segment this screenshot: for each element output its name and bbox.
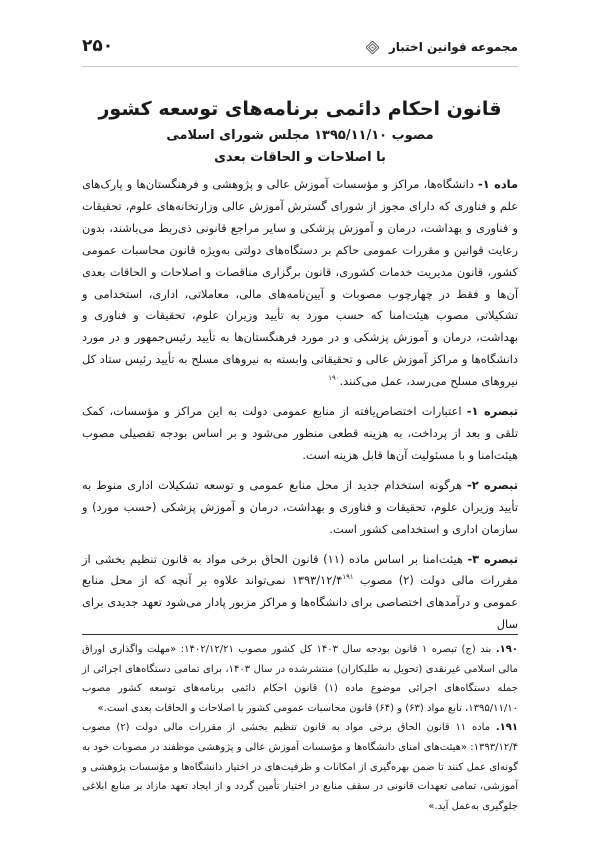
footnote-190 — [82, 640, 518, 718]
footnote-191 — [82, 718, 518, 816]
footnote-number: ۱۹۰. — [495, 644, 518, 655]
header-divider — [82, 66, 518, 67]
book-title: مجموعه قوانین اختبار — [388, 40, 518, 54]
note-1-label: تبصره ۱- — [466, 404, 518, 419]
note-3-text-after: نمی‌تواند علاوه بر آنچه که از محل منابع عمومی و درآمدهای اختصاصی برای دانشگاه‌ها و مراکز مزبور پادار می‌شود تعهد جدیدی برای سال — [82, 573, 518, 632]
footnote-divider — [82, 634, 518, 635]
note-1-text: اعتبارات اختصاص‌یافته از منابع عمومی دولت به این مراکز و مؤسسات، کمک تلقی و بعد از پرداخت، به هزینه قطعی منظور می‌شود و بر اساس بودجه تفصیلی مصوب هیئت‌امنا و با مسئولیت آن‌ها قابل هزینه است. — [82, 404, 518, 462]
footnote-ref-190[interactable]: ۱۹۰ — [328, 374, 340, 383]
footnote-number: ۱۹۱. — [495, 722, 518, 734]
note-1 — [82, 401, 518, 467]
note-3-label: تبصره ۳- — [467, 551, 518, 566]
law-title: قانون احکام دائمی برنامه‌های توسعه کشور — [98, 98, 502, 120]
note-3 — [82, 549, 518, 637]
footnote-text: بند (ج) تبصره ۱ قانون بودجه سال ۱۴۰۳ کل کشور مصوب ۱۴۰۲/۱۲/۲۱: «مهلت واگذاری اوراق مالی اسلامی غیرنقدی (تحویل به طلبکاران) منتشرشده در سال ۱۴۰۳، برای تمامی دستگاه‌های اجرائی از جمله دستگاه‌های اجرائی موضوع ماده (۱) قانون احکام دائمی برنامه‌های توسعه کشور مصوب ۱۳۹۵/۱۱/۱۰، تابع مواد (۶۳) و (۶۴) قانون محاسبات عمومی کشور با اصلاحات و الحاقات بعدی است.» — [82, 644, 519, 714]
note-2-label: تبصره ۲- — [467, 477, 518, 492]
note-2 — [82, 475, 518, 541]
article-1-text: دانشگاه‌ها، مراکز و مؤسسات آموزش عالی و پژوهشی و فرهنگستان‌ها و پارک‌های علم و فناوری که دارای مجوز از شورای گسترش آموزش عالی وزارتخانه‌های علوم، تحقیقات و فناوری و بهداشت، درمان و آموزش پزشکی و سایر مراجع قانونی ذی‌ربط می‌باشند، بدون رعایت قوانین و مقررات عمومی حاکم بر دستگاه‌های دولتی به‌ویژه قانون محاسبات عمومی کشور، قانون مدیریت خدمات کشوری، قانون برگزاری مناقصات و اصلاحات و الحاقات بعدی آن‌ها و فقط در چهارچوب مصوبات و آیین‌نامه‌های مالی، معاملاتی، اداری، استخدامی و تشکیلاتی مصوب هیئت‌امنا که حسب مورد به تأیید وزیران علوم، تحقیقات و فناوری و بهداشت، درمان و آموزش پزشکی و در مورد فرهنگستان‌ها به تأیید رئیس‌جمهور و در مورد دانشگاه‌ها و مراکز آموزش عالی و تحقیقاتی وابسته به نیروهای مسلح به تأیید رئیس ستاد کل نیروهای مسلح می‌رسد، عمل می‌کنند. — [82, 177, 518, 389]
page-header — [82, 36, 518, 60]
running-head — [366, 40, 518, 54]
amendments-subtitle: با اصلاحات و الحاقات بعدی — [214, 150, 386, 165]
page-number: ۲۵۰ — [82, 36, 114, 56]
note-3-text-before: هیئت‌امنا بر اساس ماده (۱۱) قانون الحاق برخی مواد به قانون تنظیم بخشی از مقررات مالی دولت (۲) مصوب ۱۳۹۳/۱۲/۴ — [82, 551, 518, 588]
diamond-ornament-icon — [366, 41, 379, 54]
footnote-text: ماده ۱۱ قانون الحاق برخی مواد به قانون تنظیم بخشی از مقررات مالی دولت (۲) مصوب ۱۳۹۳/۱۲/۴: «هیئت‌های امنای دانشگاه‌ها و مؤسسات آموزش عالی و پژوهشی موظفند در مصوبات خود به گونه‌ای عمل کنند تا ضمن بهره‌گیری از امکانات و ظرفیت‌های در اختیار دانشگاه‌ها و مؤسسات پژوهشی و آموزشی، تمامی تعهدات قانونی در سقف منابع در اختیار تأمین گردد و از ایجاد تعهد مازاد بر منابع ابلاغی جلوگیری به‌عمل آید.» — [82, 722, 518, 812]
footnotes — [82, 640, 518, 816]
footnote-ref-191[interactable]: ۱۹۱ — [342, 573, 354, 582]
note-2-text: هرگونه استخدام جدید از محل منابع عمومی و توسعه تشکیلات اداری منوط به تأیید وزیران علوم، تحقیقات و فناوری و بهداشت، درمان و آموزش پزشکی (حسب مورد) و سازمان اداری و استخدامی کشور است. — [82, 477, 518, 536]
article-1 — [82, 174, 518, 393]
law-body — [82, 174, 518, 644]
article-1-label: ماده ۱- — [478, 177, 519, 191]
approval-subtitle: مصوب ۱۳۹۵/۱۱/۱۰ مجلس شورای اسلامی — [166, 128, 434, 143]
